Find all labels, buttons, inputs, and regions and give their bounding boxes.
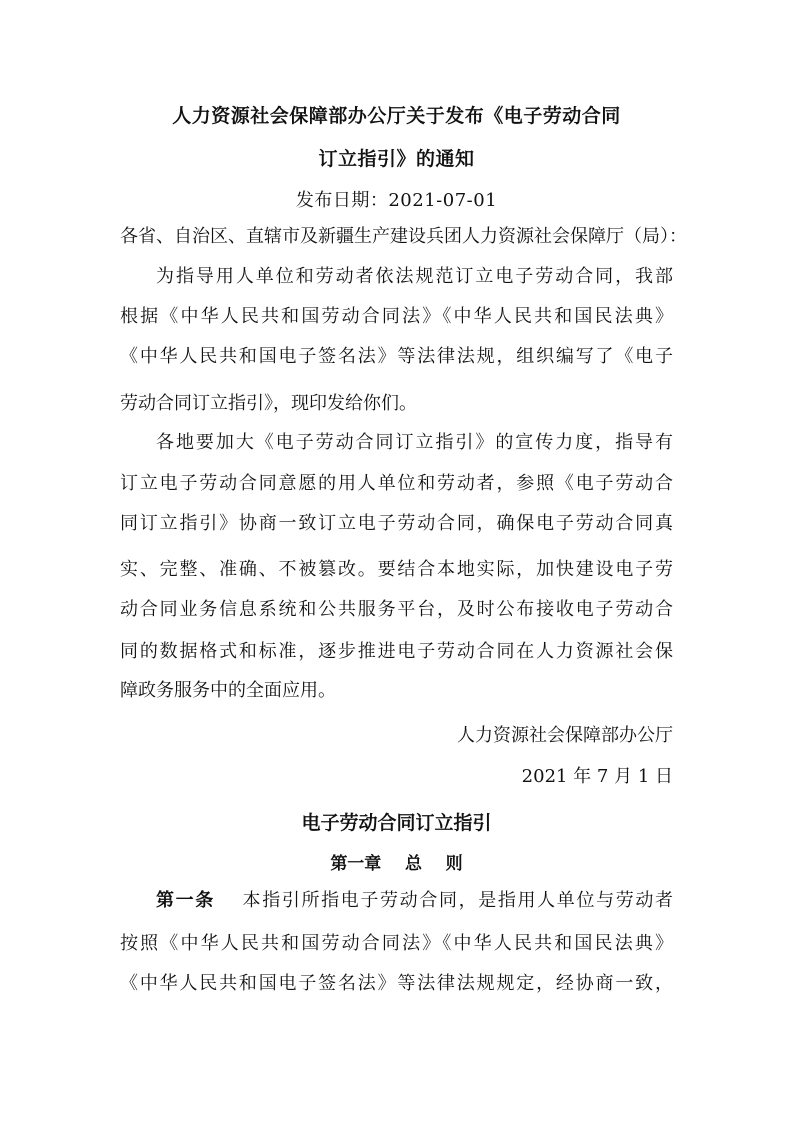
paragraph-2-line-5: 动合同业务信息系统和公共服务平台，及时公布接收电子劳动合 xyxy=(120,599,673,620)
paragraph-1-line-2: 根据《中华人民共和国劳动合同法》《中华人民共和国民法典》 xyxy=(120,306,673,327)
paragraph-2-line-2: 订立电子劳动合同意愿的用人单位和劳动者，参照《电子劳动合 xyxy=(120,473,673,494)
paragraph-2-line-4: 实、完整、准确、不被篡改。要结合本地实际，加快建设电子劳 xyxy=(120,559,673,580)
chapter-title: 第一章 总 则 xyxy=(330,854,463,874)
signature-organization: 人力资源社会保障部办公厅 xyxy=(457,725,673,746)
article-1-line-2: 按照《中华人民共和国劳动合同法》《中华人民共和国民法典》 xyxy=(120,933,673,954)
paragraph-1-line-1: 为指导用人单位和劳动者依法规范订立电子劳动合同，我部 xyxy=(156,266,673,287)
paragraph-2-line-3: 同订立指引》协商一致订立电子劳动合同，确保电子劳动合同真 xyxy=(120,513,673,534)
publish-date: 发布日期：2021-07-01 xyxy=(295,190,498,211)
paragraph-1-line-4: 劳动合同订立指引》，现印发给你们。 xyxy=(120,393,417,414)
paragraph-2-line-1: 各地要加大《电子劳动合同订立指引》的宣传力度，指导有 xyxy=(156,432,673,453)
guideline-title: 电子劳动合同订立指引 xyxy=(301,812,492,834)
paragraph-2-line-7: 障政务服务中的全面应用。 xyxy=(120,680,336,701)
paragraph-2-line-6: 同的数据格式和标准，逐步推进电子劳动合同在人力资源社会保 xyxy=(120,641,673,662)
notice-title-line-2: 订立指引》的通知 xyxy=(318,148,475,170)
signature-date: 2021 年 7 月 1 日 xyxy=(521,766,673,787)
article-1-line-3: 《中华人民共和国电子签名法》等法律法规规定，经协商一致， xyxy=(120,973,673,994)
article-1-label: 第一条 xyxy=(156,890,215,911)
paragraph-1-line-3: 《中华人民共和国电子签名法》等法律法规，组织编写了《电子 xyxy=(120,346,673,367)
article-1-text: 本指引所指电子劳动合同，是指用人单位与劳动者 xyxy=(240,890,673,911)
article-1-line-1 xyxy=(156,889,673,913)
notice-title-line-1: 人力资源社会保障部办公厅关于发布《电子劳动合同 xyxy=(172,105,621,127)
addressee: 各省、自治区、直辖市及新疆生产建设兵团人力资源社会保障厅（局）： xyxy=(120,226,687,247)
